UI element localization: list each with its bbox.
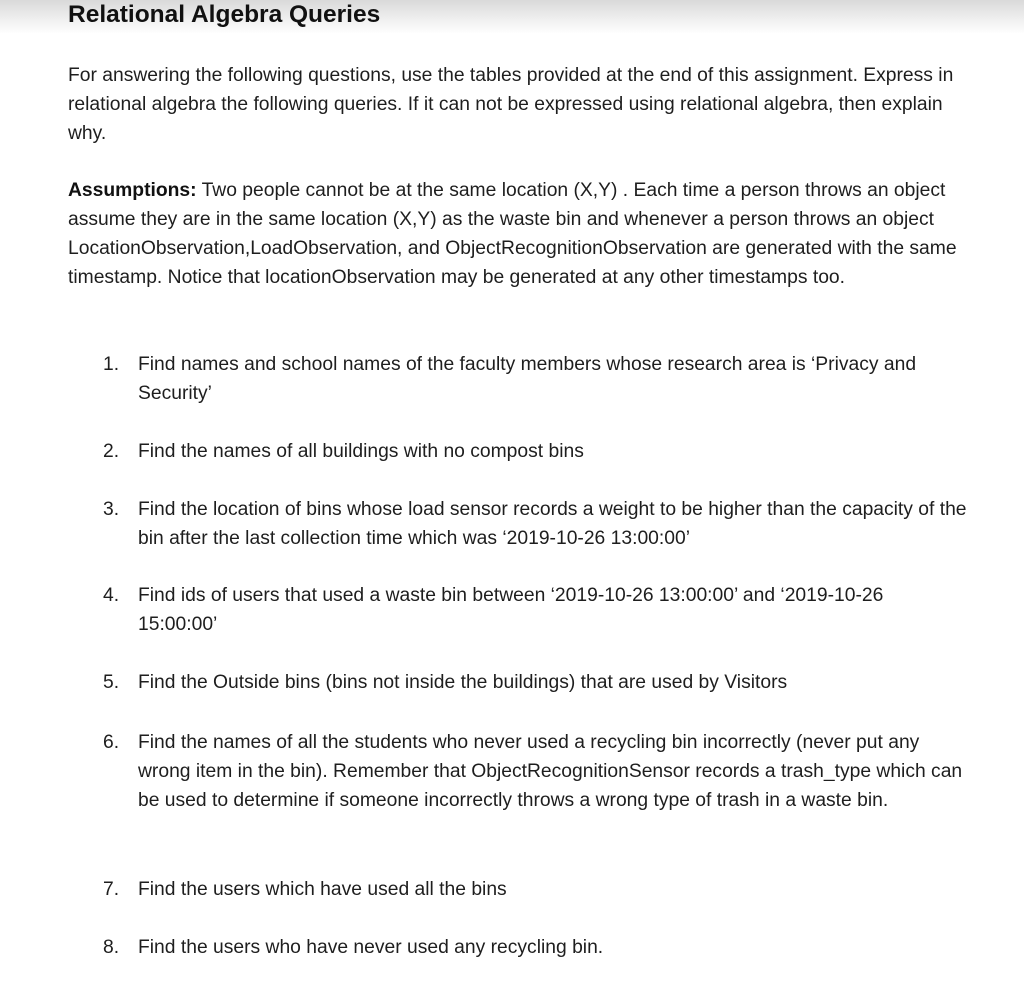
question-number: 1. — [103, 354, 120, 375]
question-number: 4. — [103, 585, 120, 606]
question-text: Find the users which have used all the bins — [138, 879, 507, 900]
question-text: Find the Outside bins (bins not inside the buildings) that are used by Visitors — [138, 672, 788, 693]
question-text: Find the names of all the students who never used a recycling bin incorrectly (never put any wrong item in the bin). Remember that ObjectRecognitionSensor records a trash_type which can be used to determine if someone incorrectly throws a wrong type of trash in a waste bin. — [138, 732, 963, 811]
question-text: Find the users who have never used any recycling bin. — [138, 937, 604, 958]
question-text: Find names and school names of the faculty members whose research area is ‘Privacy and Security’ — [138, 354, 917, 404]
question-number: 6. — [103, 732, 120, 753]
question-text: Find ids of users that used a waste bin between ‘2019-10-26 13:00:00’ and ‘2019-10-26 15:00:00’ — [138, 585, 884, 635]
question-number: 2. — [103, 441, 120, 462]
question-text: Find the location of bins whose load sensor records a weight to be higher than the capacity of the bin after the last collection time which was ‘2019-10-26 13:00:00’ — [138, 499, 967, 549]
question-number: 3. — [103, 499, 120, 520]
document-title: Relational Algebra Queries — [68, 1, 381, 28]
question-number: 5. — [103, 672, 120, 693]
assumptions-label: Assumptions: — [68, 180, 197, 201]
intro-paragraph: For answering the following questions, use the tables provided at the end of this assignment. Express in relational algebra the following queries. If it can not be expressed using relational algebra, then explain why. — [68, 65, 954, 144]
question-number: 8. — [103, 937, 120, 958]
question-number: 7. — [103, 879, 120, 900]
question-text: Find the names of all buildings with no compost bins — [138, 441, 584, 462]
assumptions-text: Two people cannot be at the same location (X,Y) . Each time a person throws an object assume they are in the same location (X,Y) as the waste bin and whenever a person throws an object LocationObservation,LoadObservation, and ObjectRecognitionObservation are generated with the same timestamp. Notice that locationObservation may be generated at any other timestamps too. — [68, 180, 957, 288]
assumptions-paragraph — [68, 176, 968, 292]
